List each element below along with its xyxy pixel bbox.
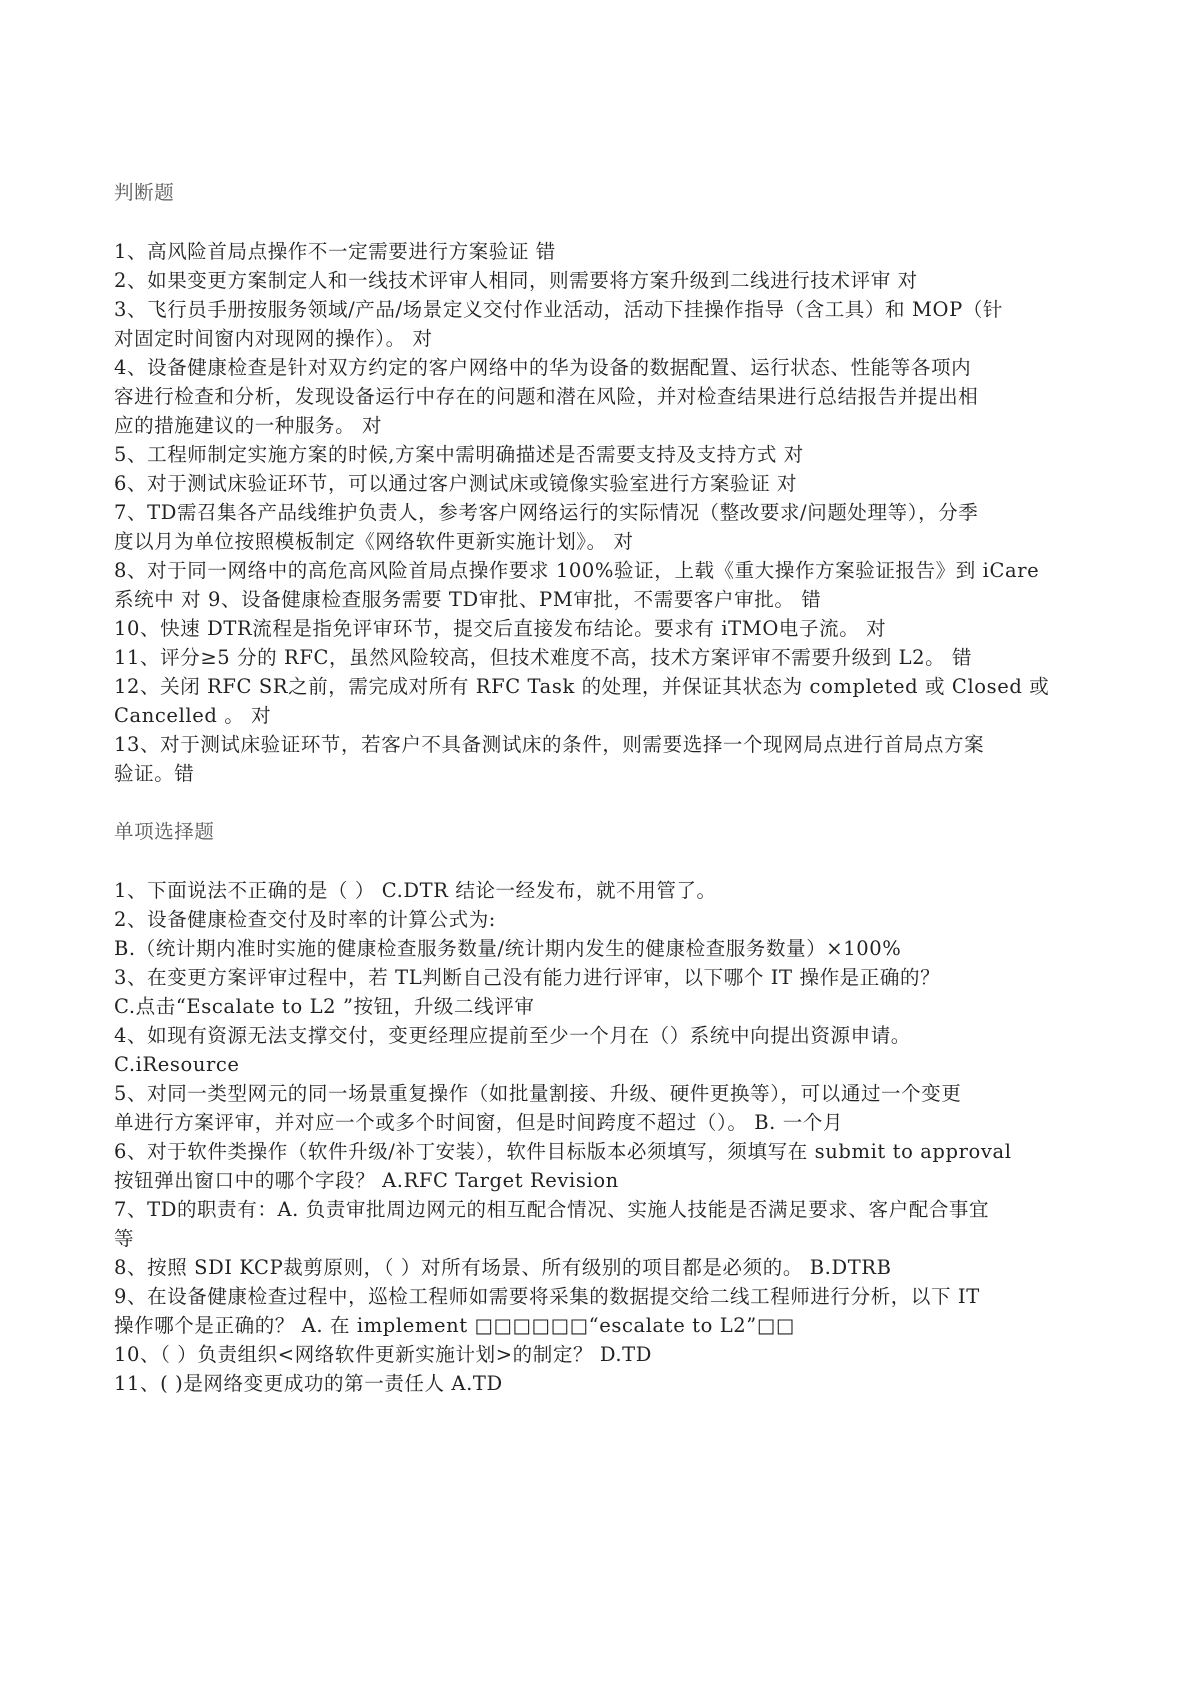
mc-line-17: 10、（ ）负责组织<网络软件更新实施计划>的制定？ D.TD: [114, 1343, 653, 1366]
tf-line-1: 1、高风险首局点操作不一定需要进行方案验证 错: [114, 240, 556, 263]
tf-line-11: 度以月为单位按照模板制定《网络软件更新实施计划》。 对: [114, 530, 634, 553]
mc-line-12: 7、TD的职责有：A. 负责审批周边网元的相互配合情况、实施人技能是否满足要求、客户配合事宜: [114, 1198, 990, 1221]
mc-line-10: 6、对于软件类操作（软件升级/补丁安装），软件目标版本必须填写，须填写在 submit to approval: [114, 1140, 1012, 1163]
mc-line-5: C.点击“Escalate to L2 ”按钮，升级二线评审: [114, 995, 535, 1018]
tf-line-3: 3、飞行员手册按服务领域/产品/场景定义交付作业活动，活动下挂操作指导（含工具）和 MOP（针: [114, 298, 1004, 321]
tf-line-10: 7、TD需召集各产品线维护负责人，参考客户网络运行的实际情况（整改要求/问题处理等），分季: [114, 501, 979, 524]
mc-line-13: 等: [114, 1227, 135, 1250]
single-choice-section-title: 单项选择题: [114, 820, 215, 843]
mc-line-1: 1、下面说法不正确的是（ ） C.DTR 结论一经发布，就不用管了。: [114, 879, 717, 902]
mc-line-3: B.（统计期内准时实施的健康检查服务数量/统计期内发生的健康检查服务数量）×100%: [114, 937, 902, 960]
tf-line-16: 12、关闭 RFC SR之前，需完成对所有 RFC Task 的处理，并保证其状态为 completed 或 Closed 或: [114, 675, 1050, 698]
tf-line-15: 11、评分≥5 分的 RFC，虽然风险较高，但技术难度不高，技术方案评审不需要升级到 L2。 错: [114, 646, 973, 669]
mc-line-16: 操作哪个是正确的？ A. 在 implement □□□□□□“escalate to L2”□□: [114, 1314, 795, 1337]
tf-line-13: 系统中 对 9、设备健康检查服务需要 TD审批、PM审批，不需要客户审批。 错: [114, 588, 822, 611]
mc-line-18: 11、( )是网络变更成功的第一责任人 A.TD: [114, 1372, 503, 1395]
tf-line-7: 应的措施建议的一种服务。 对: [114, 414, 383, 437]
tf-line-14: 10、快速 DTR流程是指免评审环节，提交后直接发布结论。要求有 iTMO电子流。 对: [114, 617, 887, 640]
mc-line-2: 2、设备健康检查交付及时率的计算公式为:: [114, 908, 496, 931]
tf-line-2: 2、如果变更方案制定人和一线技术评审人相同，则需要将方案升级到二线进行技术评审 对: [114, 269, 918, 292]
mc-line-7: C.iResource: [114, 1053, 240, 1076]
true-false-section-title: 判断题: [114, 181, 175, 204]
mc-line-14: 8、按照 SDI KCP裁剪原则，（ ）对所有场景、所有级别的项目都是必须的。 B.DTRB: [114, 1256, 892, 1279]
tf-line-19: 验证。错: [114, 762, 195, 785]
mc-line-8: 5、对同一类型网元的同一场景重复操作（如批量割接、升级、硬件更换等），可以通过一个变更: [114, 1082, 962, 1105]
mc-line-11: 按钮弹出窗口中的哪个字段？ A.RFC Target Revision: [114, 1169, 619, 1192]
tf-line-9: 6、对于测试床验证环节，可以通过客户测试床或镜像实验室进行方案验证 对: [114, 472, 798, 495]
tf-line-18: 13、对于测试床验证环节，若客户不具备测试床的条件，则需要选择一个现网局点进行首局点方案: [114, 733, 985, 756]
mc-line-6: 4、如现有资源无法支撑交付，变更经理应提前至少一个月在（）系统中向提出资源申请。: [114, 1024, 911, 1047]
tf-line-5: 4、设备健康检查是针对双方约定的客户网络中的华为设备的数据配置、运行状态、性能等各项内: [114, 356, 972, 379]
mc-line-9: 单进行方案评审，并对应一个或多个时间窗，但是时间跨度不超过（）。 B. 一个月: [114, 1111, 844, 1134]
tf-line-6: 容进行检查和分析，发现设备运行中存在的问题和潜在风险，并对检查结果进行总结报告并提出相: [114, 385, 979, 408]
tf-line-12: 8、对于同一网络中的高危高风险首局点操作要求 100%验证，上载《重大操作方案验证报告》到 iCare: [114, 559, 1040, 582]
tf-line-4: 对固定时间窗内对现网的操作）。 对: [114, 327, 433, 350]
tf-line-8: 5、工程师制定实施方案的时候,方案中需明确描述是否需要支持及支持方式 对: [114, 443, 804, 466]
mc-line-15: 9、在设备健康检查过程中，巡检工程师如需要将采集的数据提交给二线工程师进行分析，以下 IT: [114, 1285, 980, 1308]
mc-line-4: 3、在变更方案评审过程中，若 TL判断自己没有能力进行评审，以下哪个 IT 操作是正确的？: [114, 966, 941, 989]
tf-line-17: Cancelled 。 对: [114, 704, 272, 727]
